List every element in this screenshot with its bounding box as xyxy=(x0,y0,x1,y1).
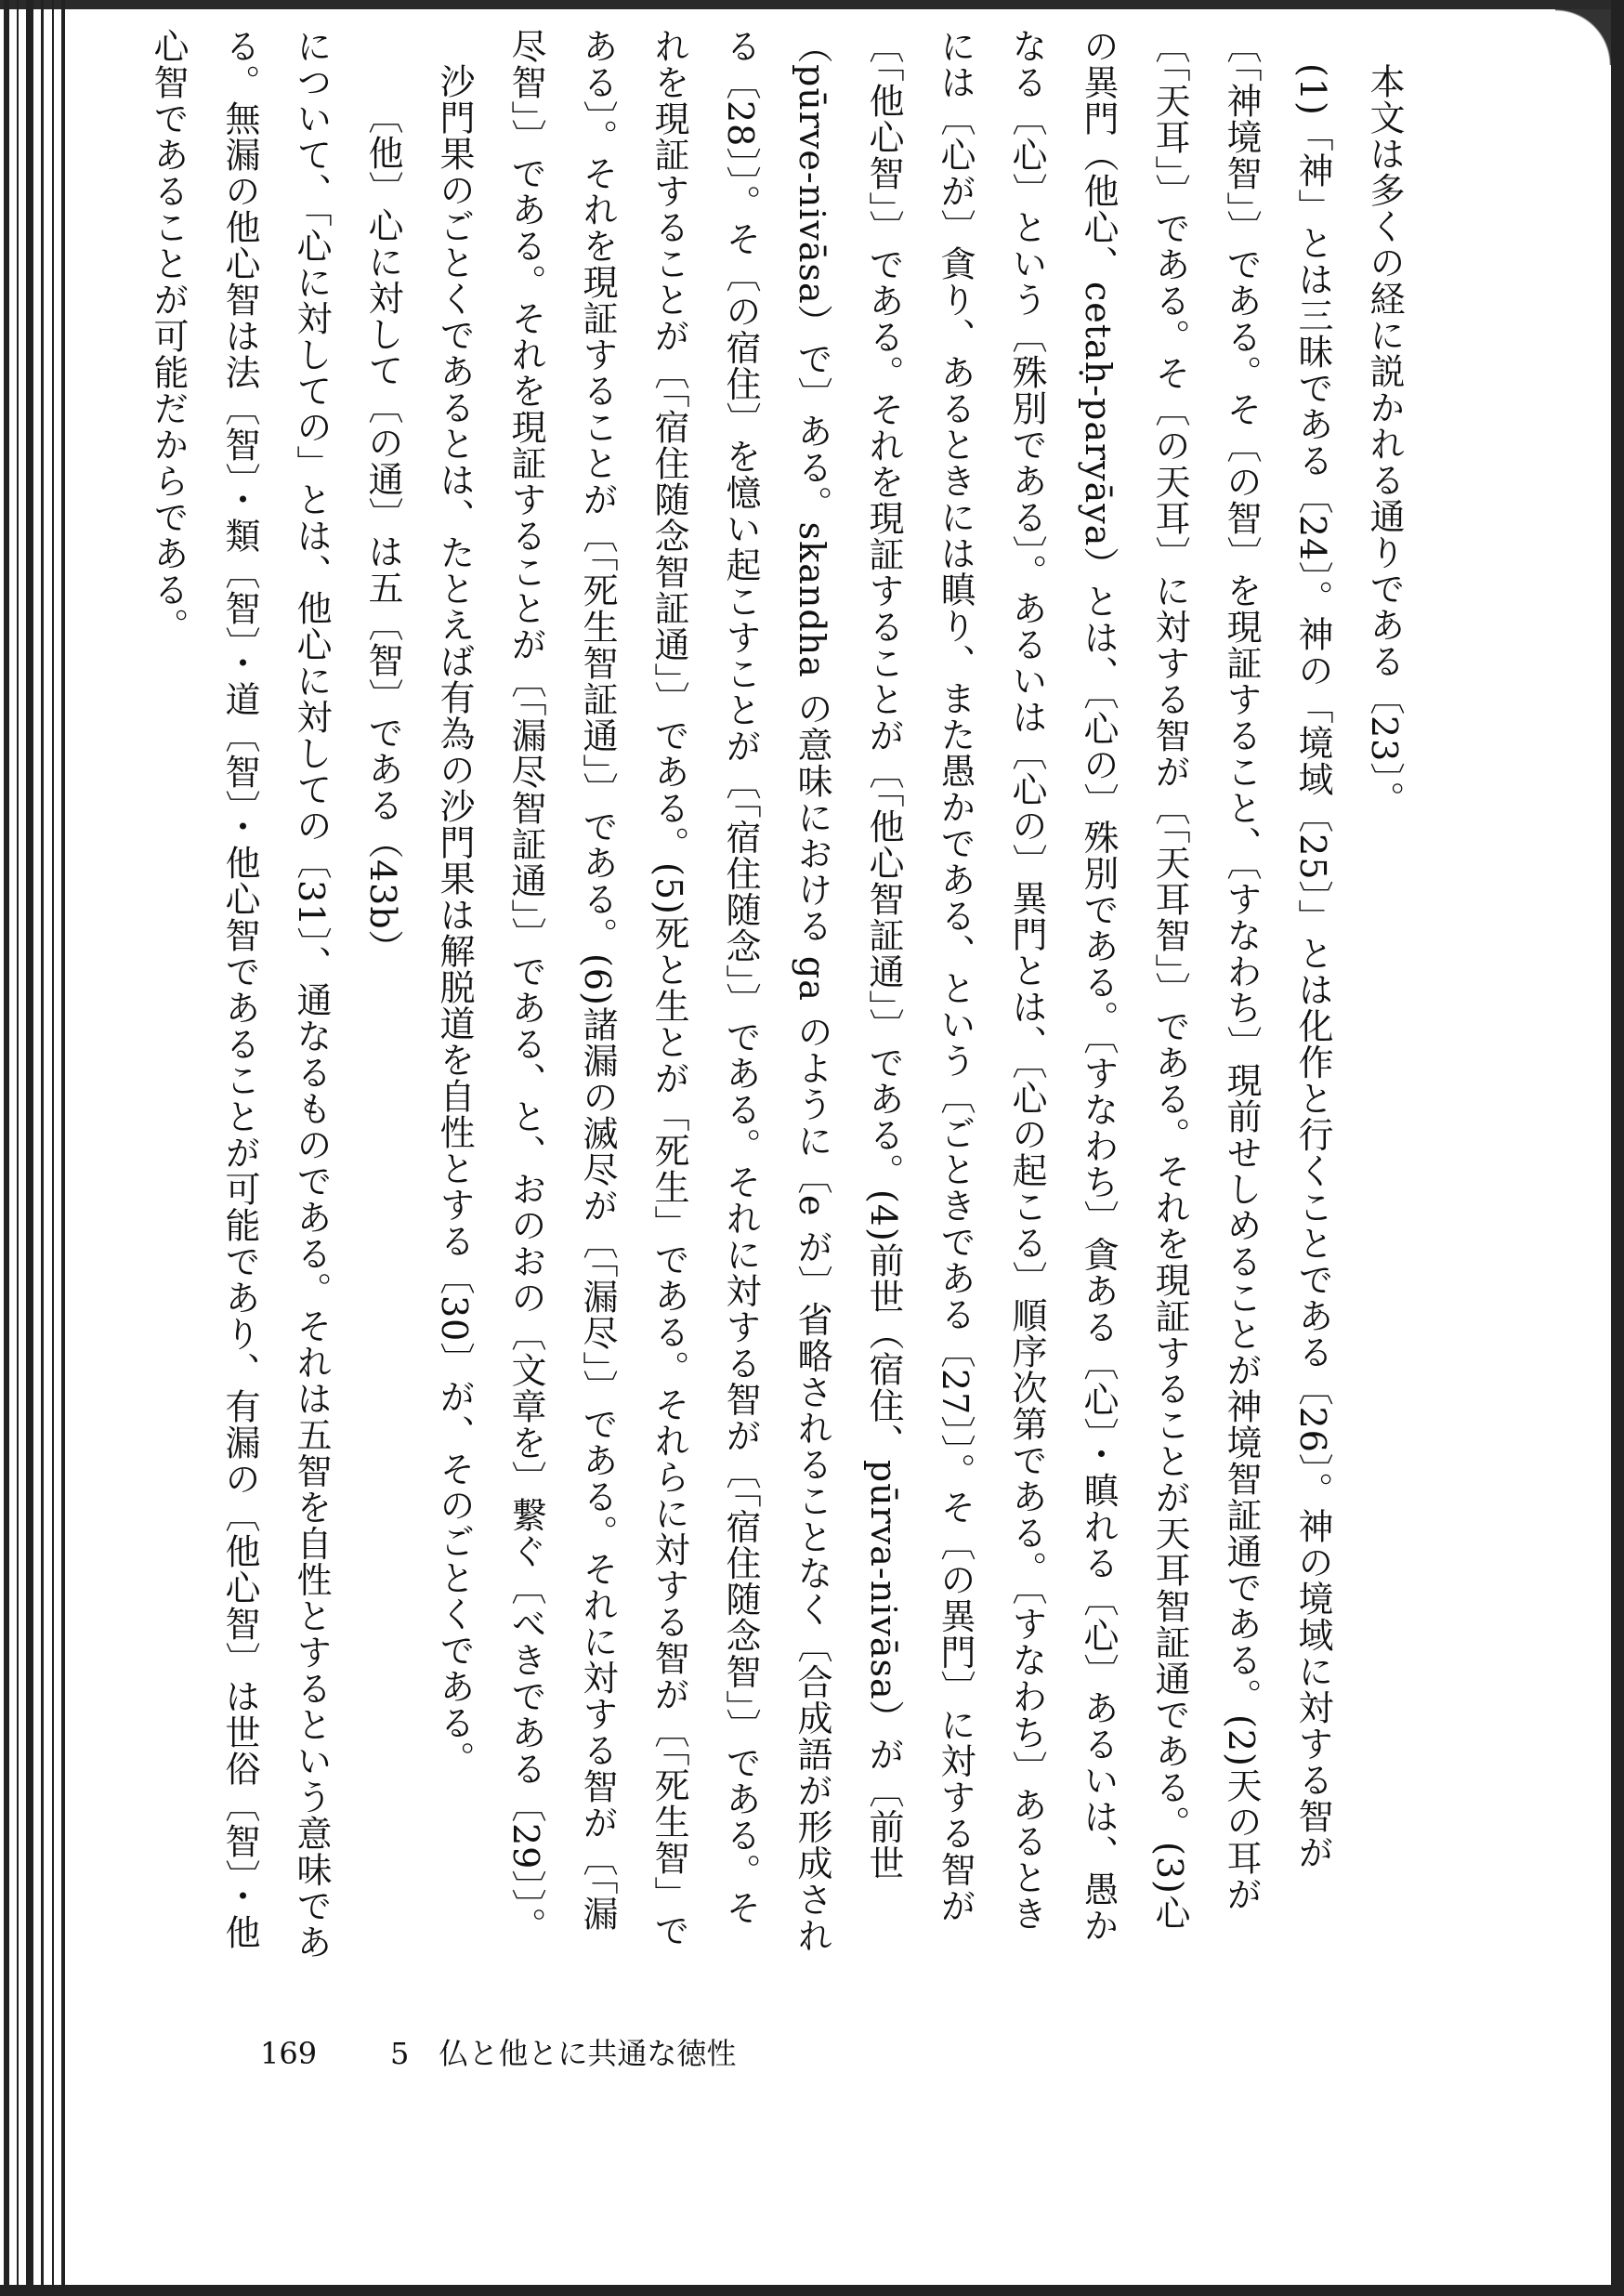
page-number: 169 xyxy=(260,2036,318,2071)
scan-edge-top xyxy=(0,0,1624,9)
spine-line xyxy=(17,0,19,2296)
book-spine-shadow xyxy=(0,0,84,2296)
spine-line xyxy=(52,0,54,2296)
spine-line xyxy=(4,0,9,2296)
paragraph-shramana-fruit: 沙門果のごとくであるとは、たとえば有為の沙門果は解脱道を自性とする〔30〕が、そのごとくである。 xyxy=(434,63,475,1778)
spine-line xyxy=(41,0,44,2296)
paragraph-six-abhijna: (1)「神」とは三昧である〔24〕。神の「境域〔25〕」とは化作と行くことである〔26〕。神の境域に対する智が〔「神境智」〕である。そ〔の智〕を現証すること、〔すなわち〕現前せしめることが神境智証通である。(2)天の耳が〔「天耳」〕である。そ〔の天耳〕に対する智が〔「天耳智」〕である。それを現証することが天耳智証通である。(3)心の異門（他心、cetaḥ-paryāya）とは、〔心の〕殊別である。〔すなわち〕貪ある〔心〕・瞋れる〔心〕あるいは、愚かなる〔心〕という〔殊別である〕。あるいは〔心の〕異門とは、〔心の起こる〕順序次第である。〔すなわち〕あるときには〔心が〕貪り、あるときには瞋り、また愚かである、という〔ごときである〔27〕〕。そ〔の異門〕に対する智が〔「他心智」〕である。それを現証することが〔「他心智証通」〕である。(4)前世（宿住、pūrva-nivāsa）が〔前世（pūrve-nivāsa）で〕ある。skandha の意味における ga のように〔e が〕省略されることなく〔合成語が形成される〔28〕〕。そ〔の宿住〕を憶い起こすことが〔「宿住随念」〕である。それに対する智が〔「宿住随念智」〕である。それを現証することが〔「宿住随念智証通」〕である。(5)死と生とが「死生」である。それらに対する智が〔「死生智」である〕。それを現証することが〔「死生智証通」〕である。(6)諸漏の滅尽が〔「漏尽」〕である。それに対する智が〔「漏尽智」〕である。それを現証することが〔「漏尽智証通」〕である、と、おのおの〔文章を〕繋ぐ〔べきである〔29〕〕。 xyxy=(505,28,1333,1954)
paragraph-commentary: について、「心に対しての」とは、他心に対しての〔31〕、通なるものである。それは五智を自性とするという意味である。無漏の他心智は法〔智〕・類〔智〕・道〔智〕・他心智であることが可能であり、有漏の〔他心智〕は世俗〔智〕・他心智であることが可能だからである。 xyxy=(148,28,332,1961)
scan-edge-right xyxy=(1611,0,1624,2296)
scan-edge-bottom xyxy=(0,2285,1624,2296)
page-footer xyxy=(260,2030,736,2073)
verse-quote: 〔他〕心に対して〔の通〕は五〔智〕である（43b） xyxy=(362,98,403,966)
spine-line xyxy=(61,0,65,2296)
vertical-text-block xyxy=(132,28,1420,1961)
page-corner xyxy=(1555,9,1611,65)
spine-line xyxy=(26,0,33,2296)
chapter-title: 5 仏と他とに共通な徳性 xyxy=(390,2036,737,2071)
paragraph-intro: 本文は多くの経に説かれる通りである〔23〕。 xyxy=(1364,63,1405,818)
